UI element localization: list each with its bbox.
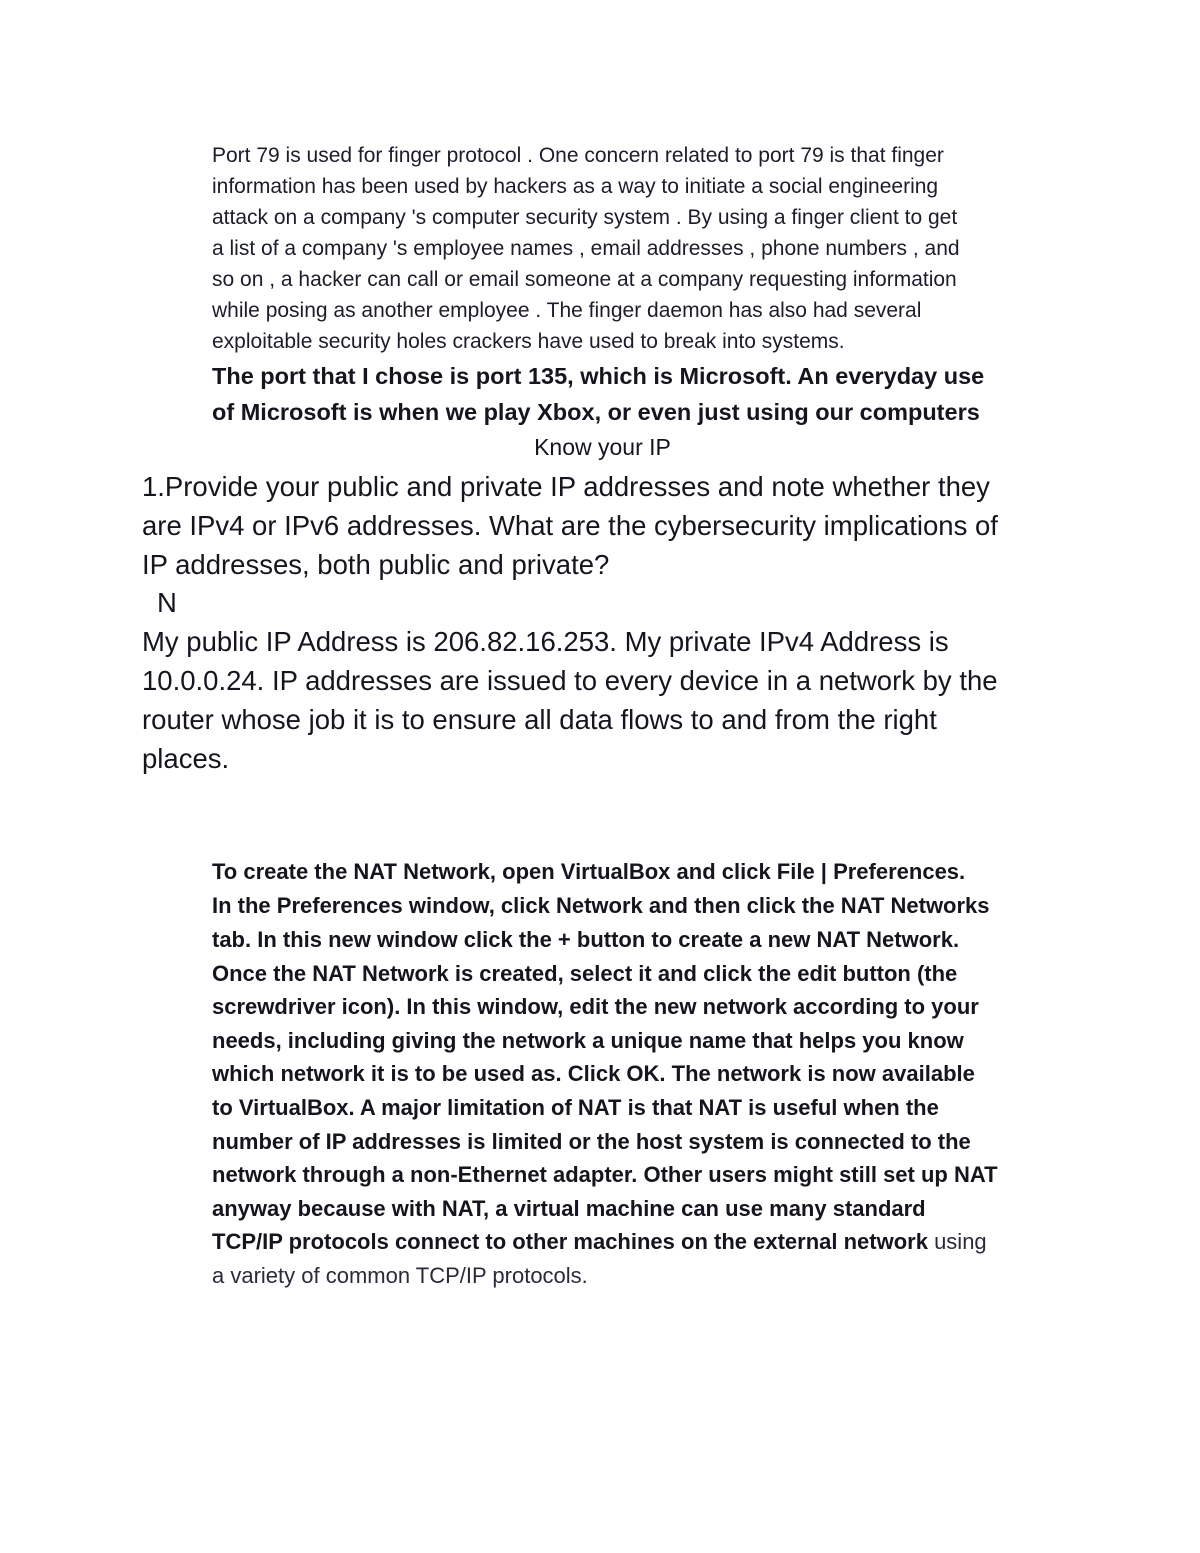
text-line: to VirtualBox. A major limitation of NAT is that NAT is useful when the [212, 1095, 939, 1120]
text-line: My public IP Address is 206.82.16.253. My private IPv4 Address is [142, 626, 949, 657]
text-line: exploitable security holes crackers have used to break into systems. [212, 330, 845, 353]
bold-run: TCP/IP protocols connect to other machines on the external network [212, 1229, 928, 1254]
text-line: a variety of common TCP/IP protocols. [212, 1263, 588, 1288]
regular-run: using [927, 1229, 987, 1254]
section-heading [0, 434, 1200, 461]
text-line: places. [142, 743, 230, 774]
text-line: attack on a company 's computer security system . By using a finger client to get [212, 206, 958, 229]
text-line: In the Preferences window, click Network and then click the NAT Networks [212, 893, 990, 918]
text-line: of Microsoft is when we play Xbox, or even just using our computers [212, 399, 980, 425]
text-line: anyway because with NAT, a virtual machine can use many standard [212, 1196, 926, 1221]
text-line: needs, including giving the network a unique name that helps you know [212, 1028, 964, 1053]
text-line: screwdriver icon). In this window, edit the new network according to your [212, 994, 979, 1019]
text-line: The port that I chose is port 135, which is Microsoft. An everyday use [212, 363, 985, 389]
text-line: 10.0.0.24. IP addresses are issued to every device in a network by the [142, 665, 998, 696]
text-line: a list of a company 's employee names , email addresses , phone numbers , and [212, 237, 960, 260]
text-line: are IPv4 or IPv6 addresses. What are the cybersecurity implications of [142, 510, 998, 541]
text-line: Once the NAT Network is created, select it and click the edit button (the [212, 961, 958, 986]
text-line: number of IP addresses is limited or the host system is connected to the [212, 1129, 971, 1154]
text-line: Port 79 is used for finger protocol . One concern related to port 79 is that finger [212, 144, 944, 167]
text-line: tab. In this new window click the + button to create a new NAT Network. [212, 927, 960, 952]
section-heading-text: Know your IP [534, 434, 671, 460]
text-line: IP addresses, both public and private? [142, 549, 610, 580]
text-line-mixed [212, 1229, 987, 1255]
text-line: information has been used by hackers as a way to initiate a social engineering [212, 175, 939, 198]
text-line: To create the NAT Network, open VirtualBox and click File | Preferences. [212, 859, 966, 884]
text-line: while posing as another employee . The finger daemon has also had several [212, 299, 922, 322]
text-line: 1.Provide your public and private IP addresses and note whether they [142, 471, 990, 502]
text-line: router whose job it is to ensure all data flows to and from the right [142, 704, 937, 735]
text-line: network through a non-Ethernet adapter. Other users might still set up NAT [212, 1162, 998, 1187]
text-line: which network it is to be used as. Click OK. The network is now available [212, 1061, 975, 1086]
text-line: so on , a hacker can call or email someone at a company requesting information [212, 268, 957, 291]
stray-letter: N [157, 587, 177, 618]
